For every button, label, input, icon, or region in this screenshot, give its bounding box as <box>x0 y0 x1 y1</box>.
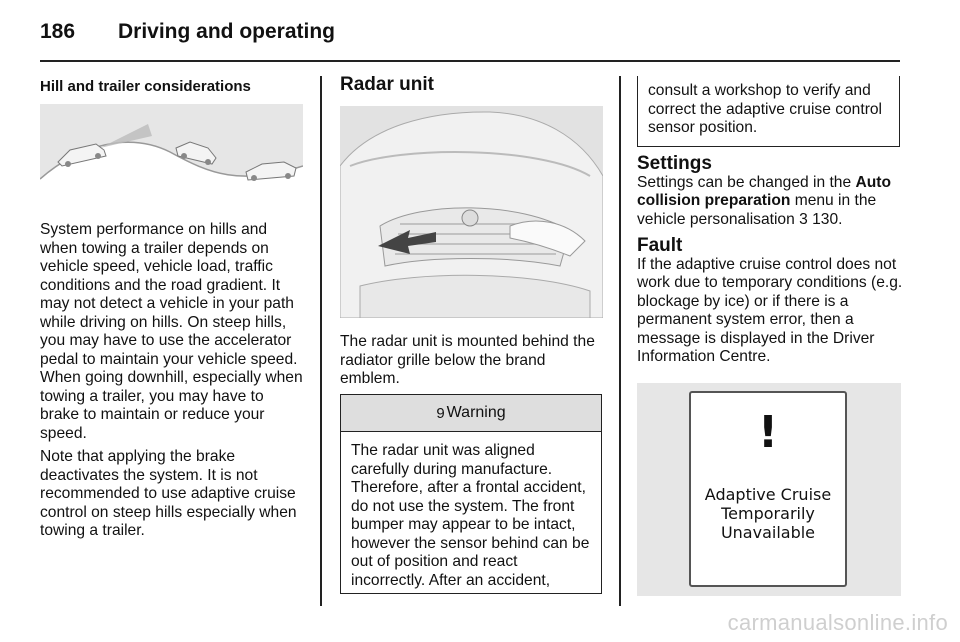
subheading-hills: Hill and trailer considerations <box>40 78 251 95</box>
dic-display-illustration <box>637 383 901 596</box>
arrow-ref-icon: 3 <box>799 210 808 228</box>
warning-box <box>340 394 602 594</box>
column-divider <box>619 76 621 606</box>
column-3-text <box>637 155 903 372</box>
column-2 <box>340 76 604 95</box>
page-header <box>40 20 335 44</box>
menu-name: Auto collision preparation <box>637 173 891 209</box>
heading-radar-unit: Radar unit <box>340 74 434 95</box>
heading-fault: Fault <box>637 235 683 256</box>
page-number: 186 <box>40 20 76 43</box>
fault-paragraph: If the adaptive cruise control does not work due to temporary conditions (e.g. blockage by ice) or if there is a permanent system error, then a message is displayed in the Driver Information Centre. <box>637 255 903 365</box>
paragraph: System performance on hills and when towing a trailer depends on vehicle speed, vehicle load, traffic conditions and the road gradient. It may not detect a vehicle in your path while driving on hills. On steep hills, you may have to use the accelerator pedal to maintain your vehicle speed. When going downhill, especially when towing a trailer, you may have to brake to maintain or reduce your speed. <box>40 221 303 442</box>
warning-title: Warning <box>446 404 506 421</box>
car-front-illustration <box>340 106 603 318</box>
heading-settings: Settings <box>637 153 712 174</box>
header-rule <box>40 60 900 62</box>
watermark: carmanualsonline.info <box>727 610 948 635</box>
exclamation-icon: ! <box>757 407 779 458</box>
note-text: consult a workshop to verify and correct the adaptive cruise control sensor position. <box>648 82 883 136</box>
warning-icon: 9 <box>436 404 445 422</box>
display-screen <box>689 391 847 587</box>
paragraph: Note that applying the brake deactivates the system. It is not recommended to use adaptive cruise control on steep hills especially when towing a trailer. <box>40 448 297 539</box>
warning-header <box>341 394 601 432</box>
column-divider <box>320 76 322 606</box>
section-title: Driving and operating <box>118 20 336 43</box>
column-1-text <box>40 221 306 546</box>
display-line-2: Temporarily <box>721 504 815 523</box>
column-1 <box>40 78 304 97</box>
column-2-text <box>340 333 606 394</box>
display-line-3: Unavailable <box>720 523 816 542</box>
continued-warning-box <box>637 76 900 147</box>
display-line-1: Adaptive Cruise <box>704 485 832 504</box>
settings-paragraph: Settings can be changed in the Auto collision preparation menu in the vehicle personalisation 3 130. <box>637 173 891 228</box>
hill-illustration <box>40 104 303 210</box>
paragraph: The radar unit is mounted behind the radiator grille below the brand emblem. <box>340 333 595 387</box>
warning-text: The radar unit was aligned carefully during manufacture. Therefore, after a frontal accident, do not use the system. The front bumper may appear to be intact, however the sensor behind can be out of position and react incorrectly. After an accident, <box>351 442 590 589</box>
